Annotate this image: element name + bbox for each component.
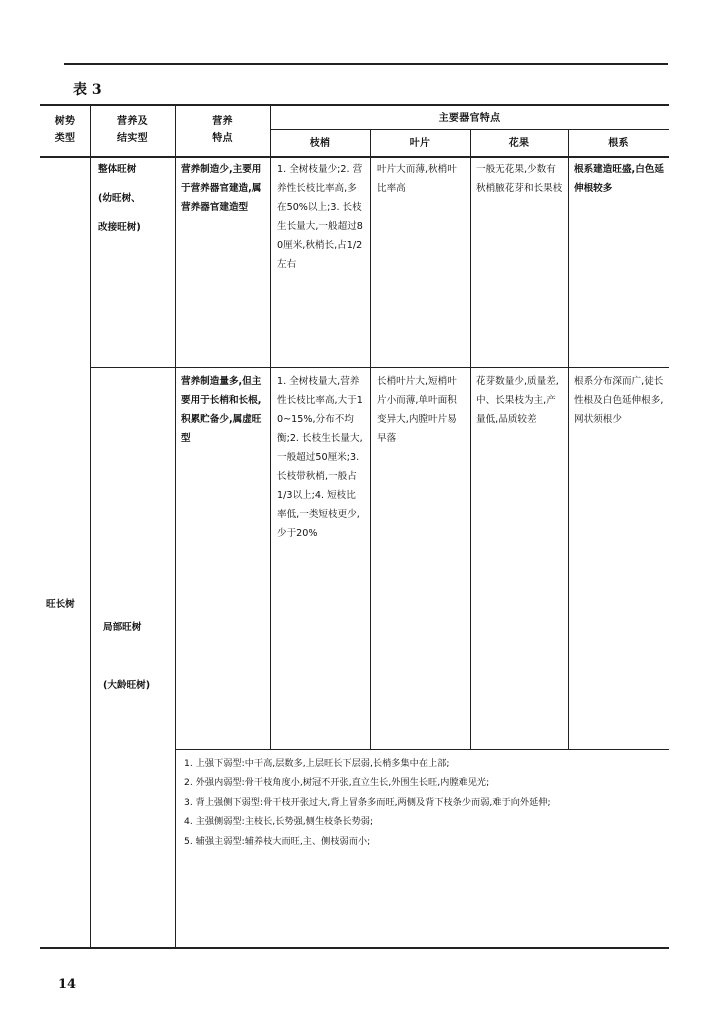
header-bottom-border	[40, 156, 669, 158]
row1-leaves: 叶片大而薄,秋梢叶比率高	[377, 164, 457, 194]
note-item: 4. 主强侧弱型:主枝长,长势强,侧生枝条长势弱;	[184, 816, 374, 828]
header-leaves: 叶片	[409, 138, 431, 149]
note-item: 2. 外强内弱型:骨干枝角度小,树冠不开张,直立生长,外围生长旺,内膛难见光;	[184, 777, 490, 789]
row2-flowers: 花芽数量少,质量差,中、长果枝为主,产量低,品质较差	[476, 376, 559, 425]
row1-type-line-1: 整体旺树	[98, 164, 137, 175]
col-line-3	[270, 104, 271, 750]
note-item: 3. 背上强侧下弱型:骨干枝开张过大,背上冒条多而旺,两侧及背下枝条少而弱,难于向外延伸;	[184, 796, 551, 808]
top-rule	[64, 63, 668, 65]
header-nutrition-fruiting-line-2: 结实型	[117, 133, 148, 144]
row1-roots: 根系建造旺盛,白色延伸根较多	[574, 164, 664, 194]
row2-shoots: 1. 全树枝量大,营养性长枝比率高,大于10~15%,分布不均衡;2. 长枝生长量大,一般超过50厘米;3. 长枝带秋梢,一般占1/3以上;4. 短枝比率低,一类短枝更少,少于20%	[277, 376, 363, 539]
header-nutrition-features-line-1: 营养	[212, 116, 233, 127]
header-nutrition-fruiting-line-1: 营养及	[117, 116, 148, 127]
table-caption: 表 3	[73, 82, 102, 98]
header-shoots: 枝梢	[309, 138, 331, 149]
header-tree-type-line-1: 树势	[54, 116, 76, 127]
row2-type	[103, 618, 173, 695]
header-nutrition-features	[175, 113, 270, 147]
row1-nutrition: 营养制造少,主要用于营养器官建造,属营养器官建造型	[181, 164, 262, 213]
row2-leaves: 长梢叶片大,短梢叶片小而薄,单叶面积变异大,内膛叶片易早落	[377, 376, 457, 444]
row2-type-line-1: 局部旺树	[103, 622, 142, 633]
row-divider-notes	[175, 749, 669, 750]
header-tree-type-line-2: 类型	[54, 133, 76, 144]
subtype-notes	[184, 754, 662, 851]
row1-type-line-2: (幼旺树、	[98, 193, 141, 204]
table-bottom-border	[40, 947, 669, 949]
row2-nutrition: 营养制造量多,但主要用于长梢和长根,积累贮备少,属虚旺型	[181, 376, 262, 444]
note-item: 5. 辅强主弱型:辅养枝大而旺,主、侧枝弱而小;	[184, 835, 371, 847]
header-organ-features: 主要器官特点	[438, 113, 501, 124]
col-line-6	[568, 129, 569, 750]
note-item: 1. 上强下弱型:中干高,层数多,上层旺长下层弱,长梢多集中在上部;	[184, 758, 450, 769]
row2-roots: 根系分布深而广,徒长性根及白色延伸根多,网状须根少	[574, 376, 664, 425]
header-nutrition-features-line-2: 特点	[212, 133, 233, 144]
col-line-5	[470, 129, 471, 750]
row1-type-line-3: 改接旺树)	[98, 222, 141, 233]
header-roots: 根系	[608, 138, 629, 149]
col-line-1	[90, 104, 91, 948]
row2-type-line-2: (大龄旺树)	[103, 680, 151, 691]
header-tree-type	[40, 113, 90, 147]
table-top-border	[40, 104, 669, 106]
row-divider-1	[90, 367, 669, 368]
header-nutrition-fruiting	[90, 113, 175, 147]
row1-shoots: 1. 全树枝量少;2. 营养性长枝比率高,多在50%以上;3. 长枝生长量大,一般超过80厘米,秋梢长,占1/2左右	[277, 164, 363, 270]
col-line-4	[370, 129, 371, 750]
page-number: 14	[58, 977, 77, 992]
row1-type	[98, 160, 172, 237]
header-flowers-fruits: 花果	[508, 138, 530, 149]
row1-flowers: 一般无花果,少数有秋梢腋花芽和长果枝	[476, 164, 563, 194]
col-line-2	[175, 104, 176, 948]
row-group-label: 旺长树	[46, 599, 75, 610]
